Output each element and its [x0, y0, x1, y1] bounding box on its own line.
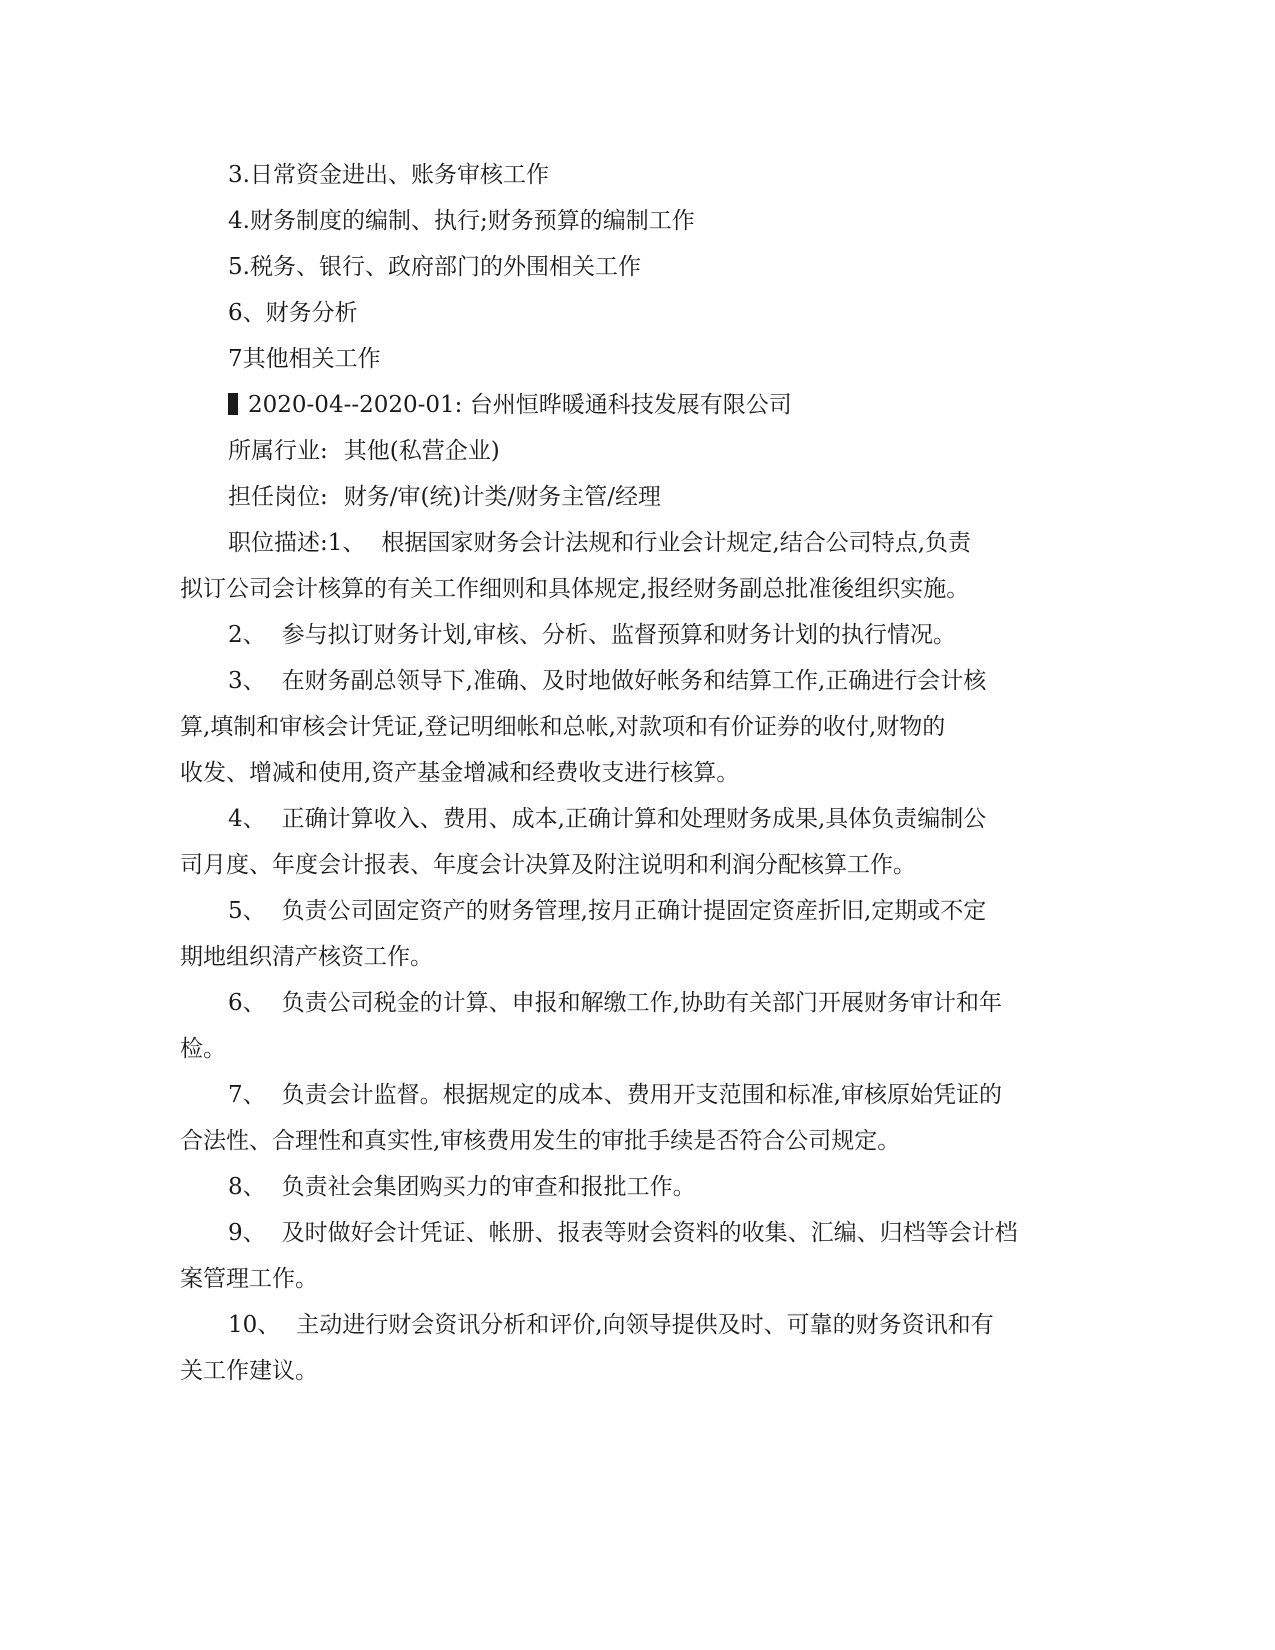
description-item-text: 负责会计监督。根据规定的成本、费用开支范围和标准,审核原始凭证的: [281, 1082, 1002, 1108]
description-item-10-line2: 关工作建议。: [180, 1358, 318, 1384]
description-item-number: 5、: [228, 898, 266, 924]
industry-value: 其他(私营企业): [343, 438, 500, 464]
description-item-text: 根据国家财务会计法规和行业会计规定,结合公司特点,负责: [381, 530, 972, 556]
industry-row: [180, 428, 1040, 474]
job-entry-heading: [180, 382, 1040, 428]
description-item-4-line2: 司月度、年度会计报表、年度会计决算及附注说明和利润分配核算工作。: [180, 852, 916, 878]
description-label: 职位描述:: [228, 530, 328, 556]
description-item-8-line1: [180, 1164, 1040, 1210]
description-item-text: 负责社会集团购买力的审查和报批工作。: [281, 1174, 696, 1200]
description-item-number: 7、: [228, 1082, 266, 1108]
description-item-6-line2: 检。: [180, 1036, 226, 1062]
description-item-text: 在财务副总领导下,准确、及时地做好帐务和结算工作,正确进行会计核: [281, 668, 987, 694]
description-item-3-line2: 算,填制和审核会计凭证,登记明细帐和总帐,对款项和有价证券的收付,财物的: [180, 714, 946, 740]
description-item-3-line1: [180, 658, 1040, 704]
duty-item-4: 4.财务制度的编制、执行;财务预算的编制工作: [228, 208, 695, 234]
position-label: 担任岗位:: [228, 484, 328, 510]
description-item-number: 2、: [228, 622, 266, 648]
description-item-1-line2: 拟订公司会计核算的有关工作细则和具体规定,报经财务副总批准後组织实施。: [180, 576, 970, 602]
description-item-text: 及时做好会计凭证、帐册、报表等财会资料的收集、汇编、归档等会计档: [281, 1220, 1018, 1246]
position-row: [180, 474, 1040, 520]
description-item-4-line1: [180, 796, 1040, 842]
description-item-1-line1: [180, 520, 1040, 566]
description-item-2-line1: [180, 612, 1040, 658]
description-item-number: 1、: [327, 530, 366, 556]
bullet-mark-icon: [228, 393, 238, 415]
duty-item-6: 6、财务分析: [228, 300, 358, 326]
industry-label: 所属行业:: [228, 438, 328, 464]
description-item-number: 9、: [228, 1220, 266, 1246]
position-value: 财务/审(统)计类/财务主管/经理: [343, 484, 661, 510]
description-item-5-line2: 期地组织清产核资工作。: [180, 944, 433, 970]
description-item-text: 负责公司税金的计算、申报和解缴工作,协助有关部门开展财务审计和年: [281, 990, 1002, 1016]
description-item-text: 参与拟订财务计划,审核、分析、监督预算和财务计划的执行情况。: [281, 622, 956, 648]
description-item-6-line1: [180, 980, 1040, 1026]
description-item-9-line2: 案管理工作。: [180, 1266, 318, 1292]
description-item-number: 6、: [228, 990, 266, 1016]
duty-item-3: 3.日常资金进出、账务审核工作: [228, 162, 549, 188]
description-item-text: 主动进行财会资讯分析和评价,向领导提供及时、可靠的财务资讯和有: [296, 1312, 994, 1338]
description-item-number: 4、: [228, 806, 266, 832]
description-item-10-line1: [180, 1302, 1040, 1348]
duty-item-7: 7其他相关工作: [228, 346, 381, 372]
description-item-5-line1: [180, 888, 1040, 934]
description-item-9-line1: [180, 1210, 1040, 1256]
duty-item-5: 5.税务、银行、政府部门的外围相关工作: [228, 254, 641, 280]
document-page: [180, 152, 1040, 1394]
description-item-3-line3: 收发、增减和使用,资产基金增减和经费收支进行核算。: [180, 760, 740, 786]
description-item-number: 3、: [228, 668, 266, 694]
description-item-7-line1: [180, 1072, 1040, 1118]
job-period-company: 2020-04--2020-01: 台州恒晔暖通科技发展有限公司: [248, 392, 792, 418]
description-item-number: 10、: [228, 1312, 281, 1338]
description-item-text: 正确计算收入、费用、成本,正确计算和处理财务成果,具体负责编制公: [281, 806, 987, 832]
description-item-text: 负责公司固定资产的财务管理,按月正确计提固定资産折旧,定期或不定: [281, 898, 987, 924]
description-item-number: 8、: [228, 1174, 266, 1200]
description-item-7-line2: 合法性、合理性和真实性,审核费用发生的审批手续是否符合公司规定。: [180, 1128, 901, 1154]
